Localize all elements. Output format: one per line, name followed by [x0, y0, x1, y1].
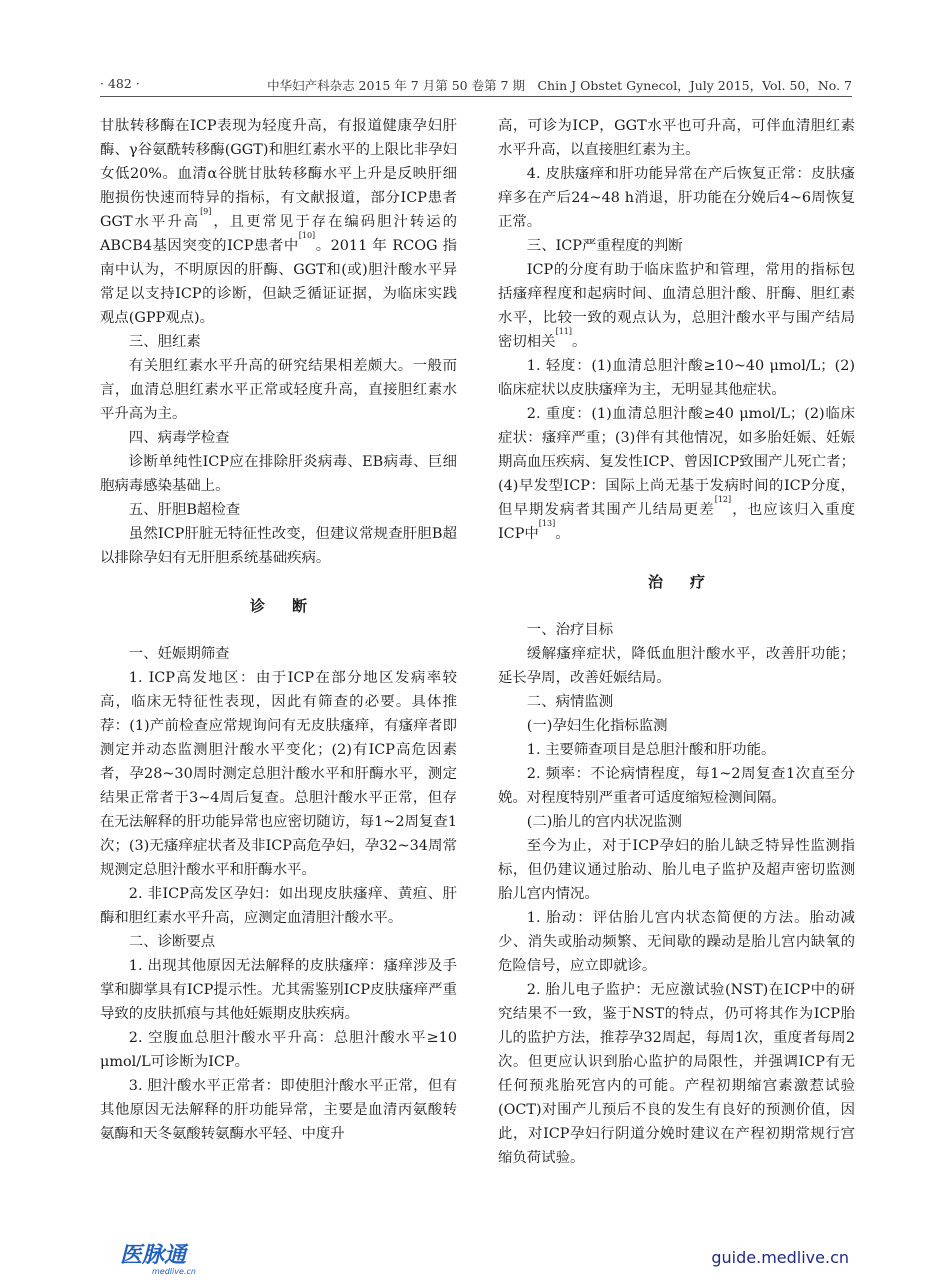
ref-12: [12] [714, 495, 732, 504]
paragraph-maternal-2: 2. 频率：不论病情程度，每1~2周复查1次直至分娩。对程度特别严重者可适度缩短检测间隔。 [498, 766, 855, 806]
left-column [100, 114, 457, 1146]
paragraph-severity: ICP的分度有助于临床监护和管理，常用的指标包括瘙痒程度和起病时间、血清总胆汁酸、肝酶、胆红素水平，比较一致的观点认为，总胆汁酸水平与围产结局密切相关[11]。 [498, 262, 855, 350]
ref-11: [11] [555, 327, 572, 336]
paragraph-fetal: 至今为止，对于ICP孕妇的胎儿缺乏特异性监测指标，但仍建议通过胎动、胎儿电子监护及超声密切监测胎儿宫内情况。 [498, 838, 855, 902]
heading-monitoring: 二、病情监测 [526, 694, 614, 710]
paragraph-screening-1: 1. ICP高发地区：由于ICP在部分地区发病率较高，临床无特征性表现，因此有筛查的必要。具体推荐：(1)产前检查应常规询问有无皮肤瘙痒，有瘙痒者即测定并动态监测胆汁酸水平变化；(2)有ICP高危因素者，孕28~30周时测定总胆汁酸水平和肝酶水平，测定结果正常者于3~4周后复查。总胆汁酸水平正常，但存在无法解释的肝功能异常也应密切随访，每1~2周复查1次；(3)无瘙痒症状者及非ICP高危孕妇，孕32~34周常规测定总胆汁酸水平和肝酶水平。 [100, 670, 457, 878]
logo-subtext: medlive.cn [152, 1267, 196, 1276]
paragraph-ultrasound: 虽然ICP肝脏无特征性改变，但建议常规查肝胆B超以排除孕妇有无肝胆系统基础疾病。 [100, 526, 457, 566]
paragraph-severe: 2. 重度：(1)血清总胆汁酸≥40 μmol/L；(2)临床症状：瘙痒严重；(3)伴有其他情况，如多胎妊娠、妊娠期高血压疾病、复发性ICP、曾因ICP致围产儿死亡者；(4)早发型ICP：国际上尚无基于发病时间的ICP分度，但早期发病者其围产儿结局更差[12]，也应该归入重度ICP中[13]。 [498, 406, 855, 542]
heading-fetal-monitoring: (二)胎儿的宫内状况监测 [526, 814, 682, 830]
paragraph-virology: 诊断单纯性ICP应在排除肝炎病毒、EB病毒、巨细胞病毒感染基础上。 [100, 454, 457, 494]
paragraph-maternal-1: 1. 主要筛查项目是总胆汁酸和肝功能。 [526, 742, 776, 758]
paragraph-fetal-movement: 1. 胎动：评估胎儿宫内状态简便的方法。胎动减少、消失或胎动频繁、无间歇的躁动是胎儿宫内缺氧的危险信号，应立即就诊。 [498, 910, 855, 974]
paragraph-screening-2: 2. 非ICP高发区孕妇：如出现皮肤瘙痒、黄疸、肝酶和胆红素水平升高，应测定血清胆汁酸水平。 [100, 886, 457, 926]
paragraph-key-2: 2. 空腹血总胆汁酸水平升高：总胆汁酸水平≥10 μmol/L可诊断为ICP。 [100, 1030, 457, 1070]
heading-ultrasound: 五、肝胆B超检查 [128, 502, 241, 518]
ref-10: [10] [298, 231, 316, 240]
heading-maternal-monitoring: (一)孕妇生化指标监测 [526, 718, 668, 734]
paragraph-key-1: 1. 出现其他原因无法解释的皮肤瘙痒：瘙痒涉及手掌和脚掌具有ICP提示性。尤其需鉴别ICP皮肤瘙痒严重导致的皮肤抓痕与其他妊娠期皮肤疾病。 [100, 958, 457, 1022]
logo-text: 医脉通 [120, 1243, 187, 1268]
section-title-diagnosis: 诊断 [249, 597, 334, 615]
journal-citation: 中华妇产科杂志 2015 年 7 月第 50 卷第 7 期 Chin J Obstet Gynecol，July 2015，Vol. 50，No. 7 [267, 78, 852, 93]
paragraph-ggt: 甘肽转移酶在ICP表现为轻度升高，有报道健康孕妇肝酶、γ谷氨酰转移酶(GGT)和胆红素水平的上限比非孕妇女低20%。血清α谷胱甘肽转移酶水平上升是反映肝细胞损伤快速而特异的指标，有文献报道，部分ICP患者GGT水平升高[9]，且更常见于存在编码胆汁转运的ABCB4基因突变的ICP患者中[10]。2011 年 RCOG 指南中认为，不明原因的肝酶、GGT和(或)胆汁酸水平异常足以支持ICP的诊断，但缺乏循证证据，为临床实践观点(GPP观点)。 [100, 118, 457, 326]
ref-13: [13] [538, 519, 556, 528]
paragraph-mild: 1. 轻度：(1)血清总胆汁酸≥10~40 μmol/L；(2)临床症状以皮肤瘙痒为主，无明显其他症状。 [498, 358, 855, 398]
running-header [100, 76, 852, 97]
heading-screening: 一、妊娠期筛查 [128, 646, 230, 662]
paragraph-key-3: 3. 胆汁酸水平正常者：即使胆汁酸水平正常，但有其他原因无法解释的肝功能异常，主要是血清丙氨酸转氨酶和天冬氨酸转氨酶水平轻、中度升 [100, 1078, 457, 1142]
paragraph-bilirubin: 有关胆红素水平升高的研究结果相差颇大。一般而言，血清总胆红素水平正常或轻度升高，直接胆红素水平升高为主。 [100, 358, 457, 422]
section-title-treatment: 治疗 [647, 573, 732, 591]
paragraph-fetal-monitor: 2. 胎儿电子监护：无应激试验(NST)在ICP中的研究结果不一致，鉴于NST的特点，仍可将其作为ICP胎儿的监护方法，推荐孕32周起，每周1次，重度者每周2次。但更应认识到胎心监护的局限性，并强调ICP有无任何预兆胎死宫内的可能。产程初期缩宫素激惹试验(OCT)对围产儿预后不良的发生有良好的预测价值，因此，对ICP孕妇行阴道分娩时建议在产程初期常规行宫缩负荷试验。 [498, 982, 855, 1166]
heading-severity: 三、ICP严重程度的判断 [526, 238, 683, 254]
right-column [498, 114, 855, 1170]
paragraph-key-3-continued: 高，可诊为ICP，GGT水平也可升高，可伴血清胆红素水平升高，以直接胆红素为主。 [498, 118, 855, 158]
heading-goal: 一、治疗目标 [526, 622, 614, 638]
footer-url-link[interactable]: guide.medlive.cn [711, 1248, 849, 1267]
ref-9: [9] [200, 207, 212, 216]
page-number: · 482 · [100, 76, 140, 91]
paragraph-goal: 缓解瘙痒症状，降低血胆汁酸水平，改善肝功能；延长孕周，改善妊娠结局。 [498, 646, 855, 686]
heading-bilirubin: 三、胆红素 [128, 334, 201, 350]
heading-virology: 四、病毒学检查 [128, 430, 230, 446]
medlive-logo [118, 1236, 238, 1276]
heading-key-points: 二、诊断要点 [128, 934, 216, 950]
paragraph-key-4: 4. 皮肤瘙痒和肝功能异常在产后恢复正常：皮肤瘙痒多在产后24~48 h消退，肝功能在分娩后4~6周恢复正常。 [498, 166, 855, 230]
